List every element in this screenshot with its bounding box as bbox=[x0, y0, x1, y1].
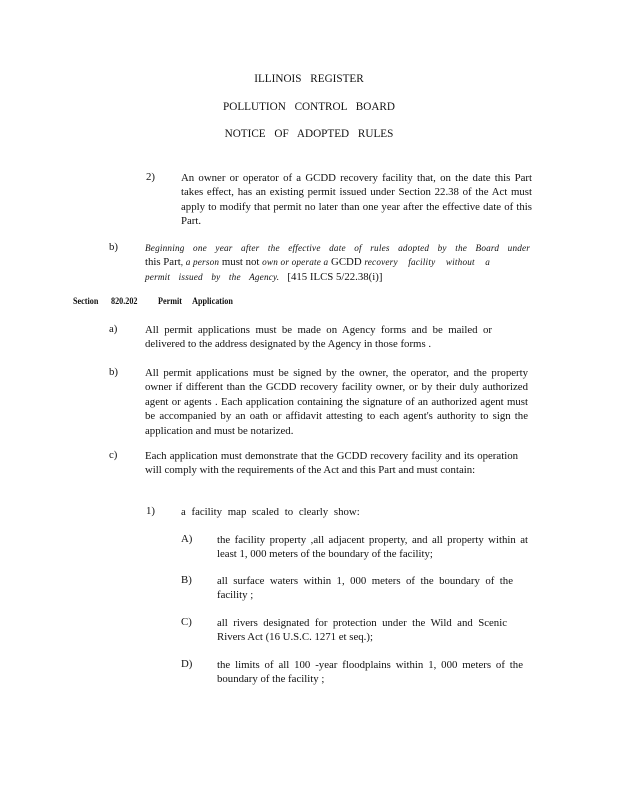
item-b-gcdd: GCDD bbox=[331, 256, 362, 269]
sub-a-label: a) bbox=[109, 323, 118, 335]
item-b-recovery: recovery facility without a bbox=[364, 257, 491, 268]
item-b-permit: permit issued by the Agency. bbox=[145, 271, 280, 282]
list-label-b: B) bbox=[181, 574, 192, 586]
list-text-c: all rivers designated for protection under the Wild and Scenic Rivers Act (16 U.S.C. 1271 et seq.); bbox=[217, 617, 507, 644]
section-word: Section bbox=[73, 296, 99, 307]
header-register: ILLINOIS REGISTER bbox=[254, 73, 364, 85]
item-b-own: own or operate a bbox=[262, 257, 329, 268]
sub-a-text: All permit applications must be made on Agency forms and be mailed or delivered to the address designated by the Agency in those forms . bbox=[145, 324, 492, 351]
sub-b-text: All permit applications must be signed by the owner, the operator, and the property owner if different than the GCDD recovery facility owner, or by their duly authorized agent or agents . Each application containing the signature of an authorized agent must be accompanied by an oath or affidavit attesting to each agent's authority to sign the application and must be notarized. bbox=[145, 367, 528, 437]
sub-c-text: Each application must demonstrate that the GCDD recovery facility and its operation will comply with the requirements of the Act and this Part and must contain: bbox=[145, 450, 518, 477]
item-b-must-not: must not bbox=[221, 256, 260, 269]
sub-c1-text: a facility map scaled to clearly show: bbox=[181, 506, 360, 518]
list-text-d: the limits of all 100 -year floodplains within 1, 000 meters of the boundary of the facility ; bbox=[217, 659, 523, 686]
header-board: POLLUTION CONTROL BOARD bbox=[223, 101, 395, 113]
list-label-d: D) bbox=[181, 658, 193, 670]
item-b-citation: [415 ILCS 5/22.38(i)] bbox=[287, 270, 383, 283]
section-title: Permit Application bbox=[158, 296, 233, 307]
list-label-a: A) bbox=[181, 533, 193, 545]
list-label-c: C) bbox=[181, 616, 192, 628]
sub-c1-label: 1) bbox=[146, 505, 155, 517]
section-number: 820.202 bbox=[111, 296, 138, 307]
header-notice: NOTICE OF ADOPTED RULES bbox=[224, 128, 394, 140]
item-2-label: 2) bbox=[146, 171, 155, 183]
item-2-text: An owner or operator of a GCDD recovery facility that, on the date this Part takes effect, has an existing permit issued under Section 22.38 of the Act must apply to modify that permit no later than one year after the effective date of this Part. bbox=[181, 172, 532, 228]
item-b-person: , a person bbox=[180, 257, 220, 268]
sub-b-label: b) bbox=[109, 366, 118, 378]
item-b-part: this Part bbox=[145, 256, 181, 269]
sub-c-label: c) bbox=[109, 449, 118, 461]
list-text-b: all surface waters within 1, 000 meters of the boundary of the facility ; bbox=[217, 575, 513, 602]
item-b-line1: Beginning one year after the effective date of rules adopted by the Board under bbox=[145, 243, 531, 253]
list-text-a: the facility property ,all adjacent property, and all property within at least 1, 000 meters of the boundary of the facility; bbox=[217, 534, 528, 561]
item-b-label: b) bbox=[109, 241, 118, 253]
item-b-text bbox=[145, 241, 531, 284]
